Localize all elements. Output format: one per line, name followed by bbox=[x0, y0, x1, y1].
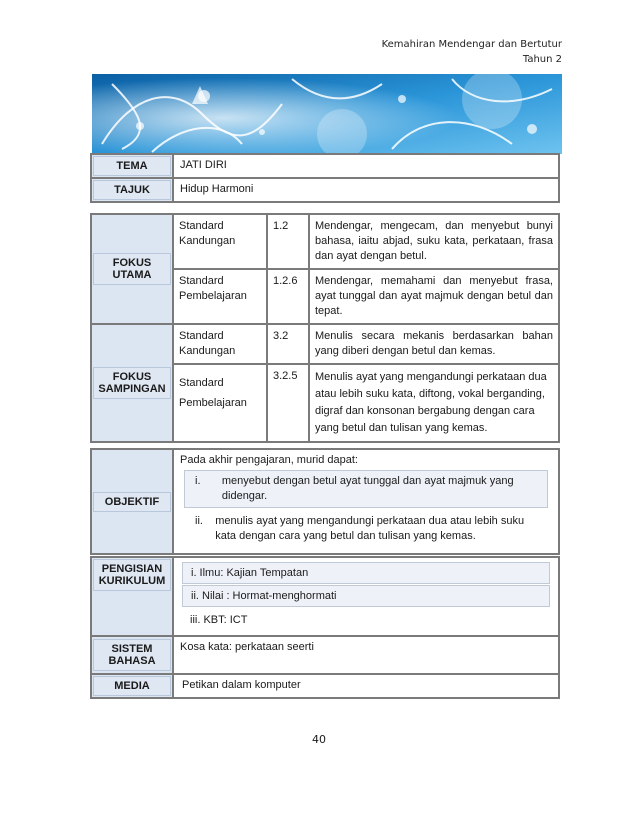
fu-row2-type-line2: Pembelajaran bbox=[179, 290, 247, 302]
page-number: 40 bbox=[312, 733, 326, 746]
objektif-item-1 bbox=[184, 470, 548, 508]
objektif-table bbox=[90, 448, 560, 555]
media-value: Petikan dalam komputer bbox=[173, 674, 559, 698]
fu-row1-type-line2: Kandungan bbox=[179, 235, 236, 247]
sistem-label-line2: BAHASA bbox=[108, 655, 156, 667]
fs-row2-type-line2: Pembelajaran bbox=[179, 397, 247, 409]
fokus-utama-label bbox=[93, 253, 171, 285]
objektif-intro: Pada akhir pengajaran, murid dapat: bbox=[180, 454, 358, 466]
objektif-content bbox=[173, 449, 559, 554]
fs-row2-text: Menulis ayat yang mengandungi perkataan dua atau lebih suku kata, diftong, vokal berganding, digraf dan konsonan bergabung dengan cara yang betul dan tulisan yang kemas. bbox=[309, 364, 559, 442]
fs-row1-type-line1: Standard bbox=[179, 330, 224, 342]
fs-row1-type bbox=[173, 324, 267, 364]
sistem-label-line1: SISTEM bbox=[111, 643, 153, 655]
objektif-item-1-num: i. bbox=[195, 475, 201, 487]
fs-row2-code: 3.2.5 bbox=[267, 364, 309, 442]
banner-swirl-graphic bbox=[92, 74, 562, 154]
media-label-cell bbox=[91, 674, 173, 698]
fokus-table bbox=[90, 213, 560, 443]
fokus-sampingan-label-cell bbox=[91, 324, 173, 442]
pengisian-content bbox=[173, 557, 559, 636]
objektif-item-1-text: menyebut dengan betul ayat tunggal dan ayat majmuk yang didengar. bbox=[221, 475, 514, 502]
tema-label-cell bbox=[91, 154, 173, 178]
fs-row1-text: Menulis secara mekanis berdasarkan bahan yang diberi dengan betul dan kemas. bbox=[309, 324, 559, 364]
pengisian-label-line1: PENGISIAN bbox=[101, 563, 163, 575]
fokus-sampingan-label-line1: FOKUS bbox=[112, 371, 152, 383]
objektif-item-2-text: menulis ayat yang mengandungi perkataan dua atau lebih suku kata dengan cara yang betul dan tulisan yang kemas. bbox=[215, 515, 525, 542]
fs-row1-code: 3.2 bbox=[267, 324, 309, 364]
fokus-sampingan-label-line2: SAMPINGAN bbox=[98, 383, 166, 395]
media-label: MEDIA bbox=[93, 676, 171, 696]
fu-row2-text: Mendengar, memahami dan menyebut frasa, ayat tunggal dan ayat majmuk dengan betul dan tepat. bbox=[309, 269, 559, 324]
tajuk-label-cell bbox=[91, 178, 173, 202]
running-header bbox=[382, 37, 562, 67]
pengisian-item-1: i. Ilmu: Kajian Tempatan bbox=[182, 562, 550, 584]
tema-label: TEMA bbox=[93, 156, 171, 176]
tajuk-label: TAJUK bbox=[93, 180, 171, 200]
fu-row2-type-line1: Standard bbox=[179, 275, 224, 287]
pengisian-table bbox=[90, 556, 560, 699]
decorative-banner bbox=[92, 74, 562, 154]
tema-value: JATI DIRI bbox=[173, 154, 559, 178]
fu-row1-code: 1.2 bbox=[267, 214, 309, 269]
objektif-label: OBJEKTIF bbox=[93, 492, 171, 512]
pengisian-label-cell bbox=[91, 557, 173, 636]
fokus-sampingan-label bbox=[93, 367, 171, 399]
pengisian-item-3: iii. KBT: ICT bbox=[190, 614, 248, 626]
fokus-utama-label-line2: UTAMA bbox=[112, 269, 152, 281]
header-title: Kemahiran Mendengar dan Bertutur bbox=[381, 39, 562, 50]
pengisian-label bbox=[93, 559, 171, 591]
fs-row2-type bbox=[173, 364, 267, 442]
fs-row2-type-line1: Standard bbox=[179, 377, 224, 389]
sistem-label bbox=[93, 639, 171, 671]
objektif-item-2 bbox=[184, 510, 548, 548]
fu-row2-code: 1.2.6 bbox=[267, 269, 309, 324]
header-year: Tahun 2 bbox=[522, 54, 562, 65]
tema-tajuk-table bbox=[90, 153, 560, 203]
sistem-label-cell bbox=[91, 636, 173, 674]
objektif-item-2-num: ii. bbox=[195, 515, 203, 527]
fu-row1-type-line1: Standard bbox=[179, 220, 224, 232]
objektif-label-cell bbox=[91, 449, 173, 554]
fokus-utama-label-line1: FOKUS bbox=[112, 257, 152, 269]
fu-row2-type bbox=[173, 269, 267, 324]
pengisian-label-line2: KURIKULUM bbox=[98, 575, 166, 587]
fs-row1-type-line2: Kandungan bbox=[179, 345, 236, 357]
fu-row1-text: Mendengar, mengecam, dan menyebut bunyi bahasa, iaitu abjad, suku kata, perkataan, frasa dan ayat dengan betul. bbox=[309, 214, 559, 269]
pengisian-item-2: ii. Nilai : Hormat-menghormati bbox=[182, 585, 550, 607]
fokus-utama-label-cell bbox=[91, 214, 173, 324]
tajuk-value: Hidup Harmoni bbox=[173, 178, 559, 202]
sistem-value: Kosa kata: perkataan seerti bbox=[173, 636, 559, 674]
fu-row1-type bbox=[173, 214, 267, 269]
